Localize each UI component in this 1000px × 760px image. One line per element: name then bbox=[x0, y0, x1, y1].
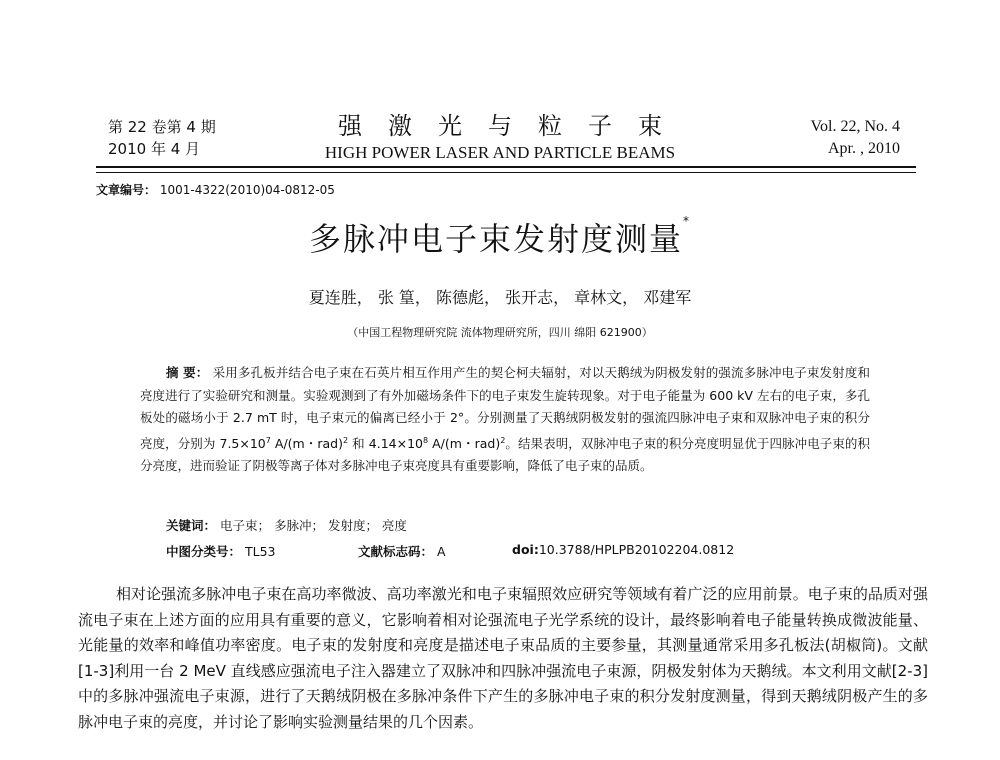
doc-code-value: A bbox=[437, 544, 446, 559]
abstract-label: 摘 要： bbox=[166, 365, 209, 380]
abstract-exp-4: 2 bbox=[500, 435, 506, 445]
volume-issue-en: Vol. 22, No. 4 bbox=[810, 118, 900, 135]
paper-title-text: 多脉冲电子束发射度测量 bbox=[308, 220, 683, 258]
clc-label: 中图分类号： bbox=[166, 544, 242, 559]
abstract-text-3: 和 4.14×10 bbox=[348, 435, 423, 451]
header-left bbox=[108, 116, 216, 160]
header-right bbox=[811, 116, 901, 160]
abstract-text-5: 。结果表明，双脉冲电子束的积分亮度明显优于四脉冲电子束的积分亮度，进而验证了阴极等离子体对多脉冲电子束亮度具有重要影响，降低了电子束的品质。 bbox=[140, 435, 870, 474]
abstract-text-1: 采用多孔板并结合电子束在石英片相互作用产生的契仑柯夫辐射，对以天鹅绒为阴极发射的强流多脉冲电子束发射度和亮度进行了实验研究和测量。实验观测到了有外加磁场条件下的电子束发生旋转现象。对于电子能量为 600 kV 左右的电子束，多孔板处的磁场小于 2.7 mT 时，电子束元的偏离已经小于 2°。分别测量了天鹅绒阴极发射的强流四脉冲电子束和双脉冲电子束的积分亮度，分别为 7.5×10 bbox=[140, 365, 870, 451]
clc-value: TL53 bbox=[245, 544, 276, 559]
abstract-exp-1: 7 bbox=[265, 435, 271, 445]
affiliation: （中国工程物理研究院 流体物理研究所，四川 绵阳 621900） bbox=[347, 326, 653, 339]
body-paragraph bbox=[78, 582, 928, 735]
abstract bbox=[140, 362, 870, 478]
keywords-label: 关键词： bbox=[166, 518, 217, 533]
doi-line bbox=[512, 542, 734, 557]
doi-value: 10.3788/HPLPB20102204.0812 bbox=[538, 542, 735, 557]
doc-code-label: 文献标志码： bbox=[358, 544, 434, 559]
journal-title-en: HIGH POWER LASER AND PARTICLE BEAMS bbox=[324, 143, 676, 162]
doc-code-line bbox=[358, 542, 446, 560]
abstract-text-4: A/(m・rad) bbox=[428, 435, 501, 451]
doi-label: doi: bbox=[512, 542, 539, 557]
volume-issue-cn: 第 22 卷第 4 期 bbox=[108, 118, 216, 136]
date-cn: 2010 年 4 月 bbox=[108, 140, 201, 158]
article-number-value: 1001-4322(2010)04-0812-05 bbox=[159, 183, 335, 197]
body-paragraph-text: 相对论强流多脉冲电子束在高功率微波、高功率激光和电子束辐照效应研究等领域有着广泛的应用前景。电子束的品质对强流电子束在上述方面的应用具有重要的意义，它影响着相对论强流电子光学系统的设计，最终影响着电子能量转换成微波能量、光能量的效率和峰值功率密度。电子束的发射度和亮度是描述电子束品质的主要参量，其测量通常采用多孔板法(胡椒筒)。文献[1-3]利用一台 2 MeV 直线感应强流电子注入器建立了双脉冲和四脉冲强流电子束源，阴极发射体为天鹅绒。本文利用文献[2-3]中的多脉冲强流电子束源，进行了天鹅绒阴极在多脉冲条件下产生的多脉冲电子束的积分发射度测量，得到天鹅绒阴极产生的多脉冲电子束的亮度，并讨论了影响实验测量结果的几个因素。 bbox=[78, 585, 928, 731]
header-rule-thick bbox=[96, 166, 916, 168]
paper-title bbox=[200, 214, 800, 260]
header-rule-thin bbox=[96, 172, 916, 173]
article-number bbox=[96, 181, 335, 198]
keywords-value: 电子束； 多脉冲； 发射度； 亮度 bbox=[220, 518, 407, 533]
abstract-text-2: A/(m・rad) bbox=[270, 435, 343, 451]
header-center bbox=[250, 112, 750, 164]
classification-line bbox=[166, 542, 276, 560]
keywords bbox=[166, 516, 407, 534]
date-en: Apr. , 2010 bbox=[828, 140, 900, 157]
abstract-exp-2: 2 bbox=[343, 435, 349, 445]
article-number-label: 文章编号： bbox=[96, 183, 157, 197]
journal-title-cn: 强激光与粒子束 bbox=[338, 112, 688, 140]
author-list: 夏连胜， 张 篁， 陈德彪， 张开志， 章林文， 邓建军 bbox=[308, 288, 692, 307]
title-footnote-mark: * bbox=[683, 214, 691, 228]
abstract-exp-3: 8 bbox=[422, 435, 429, 445]
